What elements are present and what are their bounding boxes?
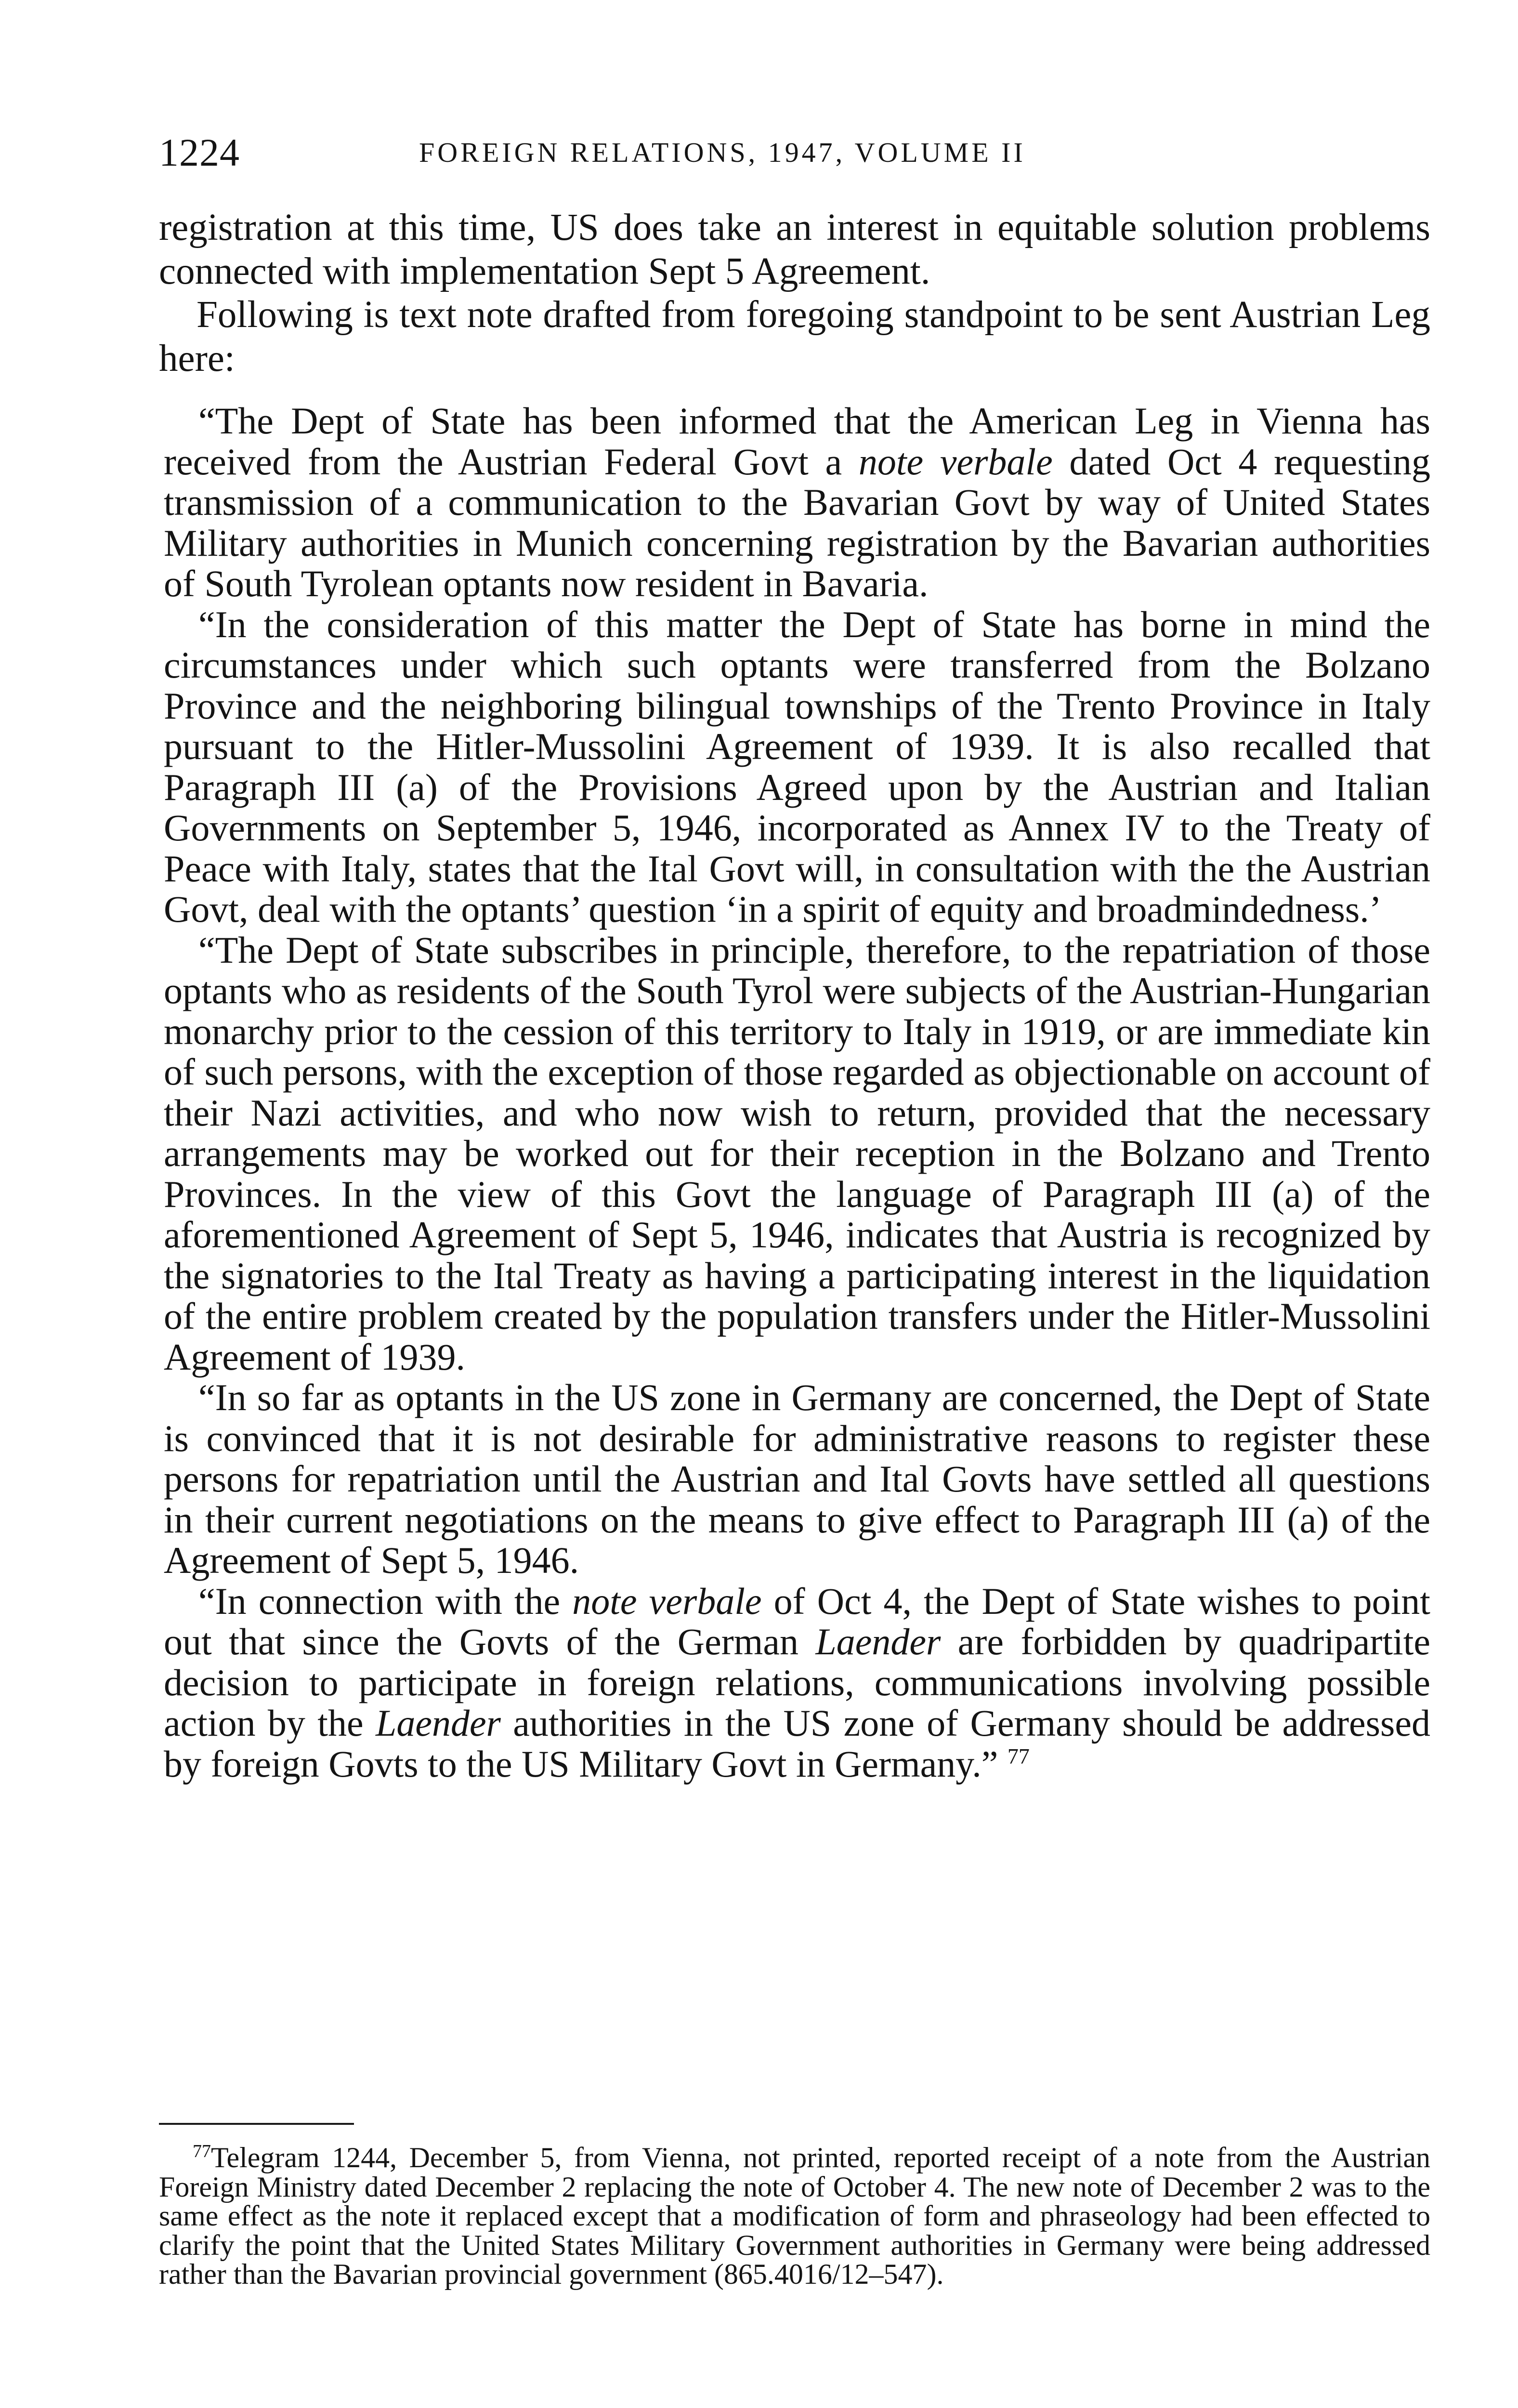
quote-1-italic: note verbale xyxy=(858,440,1053,483)
footnote xyxy=(159,2143,1430,2289)
quote-1-text-b: dated Oct 4 requesting transmission of a communication to the Bavarian Govt by way of United States Military authorities in Munich concerning registration by the Bavarian authorities of South Tyrolean optants now resident in Bavaria. xyxy=(164,440,1430,604)
quote-5-italic-b: Laender xyxy=(815,1621,941,1662)
quote-5-text-b: of Oct 4, the Dept of State wishes to point out that since the Govts of the German xyxy=(164,1580,1430,1662)
page-header xyxy=(159,126,1459,179)
paragraph-continuation: registration at this time, US does take an interest in equitable solution problems connected with implementation Sept 5 Agreement. xyxy=(159,207,1430,292)
quoted-note xyxy=(164,401,1430,1784)
quote-paragraph-5 xyxy=(164,1581,1430,1785)
page-number: 1224 xyxy=(159,131,240,174)
quote-5-italic-c: Laender xyxy=(375,1702,501,1744)
quote-5-text-c: are forbidden by quadripartite decision to participate in foreign relations, communications involving possible action by the xyxy=(164,1621,1431,1744)
footnote-text: Telegram 1244, December 5, from Vienna, not printed, reported receipt of a note from the Austrian Foreign Ministry dated December 2 replacing the note of October 4. The new note of December 2 was to the same effect as the note it replaced except that a modification of form and phraseology had been effected to clarify the point that the United States Military Government authorities in Germany were being addressed rather than the Bavarian provincial government (865.4016/12–547). xyxy=(159,2142,1430,2290)
quote-paragraph-2: “In the consideration of this matter the Dept of State has borne in mind the circumstances under which such optants were transferred from the Bolzano Province and the neighboring bilingual townships of the Trento Province in Italy pursuant to the Hitler-Mussolini Agreement of 1939. It is also recalled that Paragraph III (a) of the Provisions Agreed upon by the Austrian and Italian Governments on September 5, 1946, incorporated as Annex IV to the Treaty of Peace with Italy, states that the Ital Govt will, in consultation with the the Austrian Govt, deal with the optants’ question ‘in a spirit of equity and broadmindedness.’ xyxy=(164,603,1430,930)
quote-5-text-a: “In connection with the xyxy=(198,1580,573,1622)
quote-5-italic-a: note verbale xyxy=(572,1580,762,1622)
footnote-marker: 77 xyxy=(193,2141,211,2161)
quote-paragraph-3: “The Dept of State subscribes in principle, therefore, to the repatriation of those optants who as residents of the South Tyrol were subjects of the Austrian-Hungarian monarchy prior to the cession of this territory to Italy in 1919, or are immediate kin of such persons, with the exception of those regarded as objectionable on account of their Nazi activities, and who now wish to return, provided that the necessary arrangements may be worked out for their reception in the Bolzano and Trento Provinces. In the view of this Govt the language of Paragraph III (a) of the aforementioned Agreement of Sept 5, 1946, indicates that Austria is recognized by the signatories to the Ital Treaty as having a participating interest in the liquidation of the entire problem created by the population transfers under the Hitler-Mussolini Agreement of 1939. xyxy=(164,929,1430,1378)
quote-1-text-a: “The Dept of State has been informed that the American Leg in Vienna has received from the Austrian Federal Govt a xyxy=(164,400,1430,483)
footnote-divider xyxy=(159,2123,354,2125)
running-head: FOREIGN RELATIONS, 1947, VOLUME II xyxy=(419,137,1026,168)
footnote-reference[interactable]: 77 xyxy=(1007,1743,1030,1768)
body-text xyxy=(159,206,1430,1784)
quote-paragraph-1 xyxy=(164,401,1430,604)
quote-5-text-d: authorities in the US zone of Germany should be addressed by foreign Govts to the US Military Govt in Germany.” xyxy=(164,1702,1430,1785)
paragraph-intro: Following is text note drafted from foregoing standpoint to be sent Austrian Leg here: xyxy=(159,294,1430,380)
quote-paragraph-4: “In so far as optants in the US zone in Germany are concerned, the Dept of State is convinced that it is not desirable for administrative reasons to register these persons for repatriation until the Austrian and Ital Govts have settled all questions in their current negotiations on the means to give effect to Paragraph III (a) of the Agreement of Sept 5, 1946. xyxy=(164,1376,1430,1581)
footnote-paragraph xyxy=(159,2143,1430,2289)
